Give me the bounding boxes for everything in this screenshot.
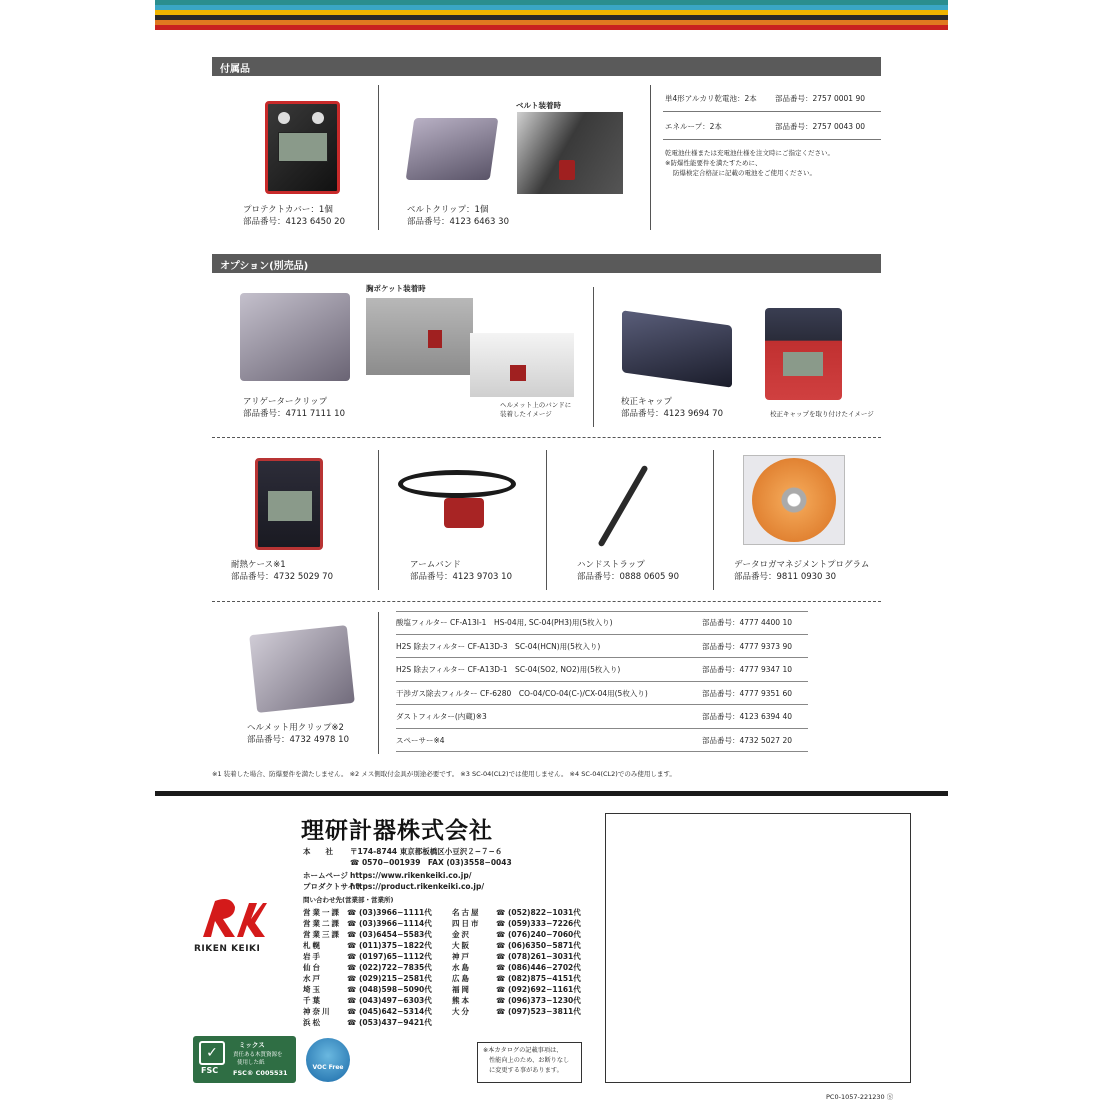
product-site-link[interactable]: https://product.rikenkeiki.co.jp/: [350, 882, 485, 891]
hq-phone: ☎ 0570−001939 FAX (03)3558−0043: [350, 858, 512, 867]
office-name: 四日市: [452, 919, 481, 929]
filter-part: 部品番号：4777 9373 90: [702, 641, 792, 651]
office-name: 仙台: [303, 963, 322, 973]
fsc-badge: [193, 1036, 296, 1083]
office-phone: ☎ (022)722−7835代: [347, 963, 432, 973]
dashed-divider: [212, 601, 881, 602]
office-phone: ☎ (059)333−7226代: [496, 919, 581, 929]
hand-strap-photo: [597, 465, 648, 548]
catalog-code: PC0-1057-221230 Ⓢ: [826, 1093, 894, 1101]
filter-name: スペーサー※4: [396, 735, 445, 745]
voc-free-icon: [306, 1038, 350, 1082]
filter-part: 部品番号：4777 4400 10: [702, 618, 792, 627]
calibration-cap-name: 校正キャップ: [621, 397, 673, 407]
office-name: 千葉: [303, 996, 322, 1006]
office-name: 福岡: [452, 985, 471, 995]
office-phone: ☎ (053)437−9421代: [347, 1018, 432, 1028]
office-name: 岩手: [303, 952, 322, 962]
divider: [593, 287, 594, 427]
company-name: 理研計器株式会社: [301, 818, 493, 844]
filter-part: 部品番号：4732 5027 20: [702, 735, 792, 745]
filter-part: 部品番号：4777 9347 10: [702, 665, 792, 674]
office-phone: ☎ (045)642−5314代: [347, 1007, 432, 1017]
riken-logo-text: RIKEN KEIKI: [194, 944, 261, 954]
office-phone: ☎ (029)215−2581代: [347, 974, 432, 984]
office-row: [303, 984, 432, 995]
office-name: 広島: [452, 974, 471, 984]
arm-band-photo: [398, 464, 518, 544]
filter-part: 部品番号：4123 6394 40: [702, 712, 792, 721]
heat-case-photo: [255, 458, 323, 550]
office-phone: ☎ (0197)65−1112代: [347, 952, 432, 962]
filter-name: ダストフィルター(内蔵)※3: [396, 712, 487, 721]
office-row: [452, 951, 581, 962]
fsc-text: 使用した紙: [237, 1060, 265, 1066]
battery-row-rule: [663, 111, 881, 112]
office-row: [452, 1006, 581, 1017]
battery-note: 防爆検定合格証に記載の電池をご使用ください。: [673, 169, 816, 177]
hand-strap-part: 部品番号：0888 0605 90: [577, 572, 679, 582]
office-phone: ☎ (03)3966−1111代: [347, 908, 432, 917]
fsc-tree-icon: ✓: [199, 1041, 225, 1065]
belt-clip-photo: [406, 118, 499, 180]
office-row: [303, 973, 432, 984]
voc-text: VOC Free: [312, 1064, 344, 1071]
office-row: [303, 995, 432, 1006]
office-name: 水島: [452, 963, 471, 973]
battery-alkaline-part: 部品番号：2757 0001 90: [775, 94, 865, 103]
battery-eneloop-part: 部品番号：2757 0043 00: [775, 122, 865, 131]
helmet-clip-name: ヘルメット用クリップ※2: [247, 723, 344, 733]
office-row: [303, 951, 432, 962]
filter-row: [396, 682, 808, 706]
office-row: [452, 962, 581, 973]
protect-cover-name: プロテクトカバー：1個: [243, 205, 333, 215]
filter-part: 部品番号：4777 9351 60: [702, 688, 792, 698]
logger-program-name: データロガマネジメントプログラム: [734, 560, 870, 570]
office-name: 大分: [452, 1007, 471, 1017]
calibration-cap-part: 部品番号：4123 9694 70: [621, 409, 723, 419]
dealer-stamp-box: [605, 813, 911, 1083]
helmet-clip-part: 部品番号：4732 4978 10: [247, 735, 349, 745]
filter-row: [396, 658, 808, 682]
accessories-title: 付属品: [212, 57, 881, 76]
office-name: 神奈川: [303, 1007, 332, 1017]
office-name: 水戸: [303, 974, 322, 984]
filter-name: 干渉ガス除去フィルター CF-6280 CO-04/CO-04(C-)/CX-04用(5枚入り): [396, 688, 648, 698]
belt-worn-photo: [517, 112, 623, 194]
battery-note: ※防爆性能要件を満たすために、: [665, 159, 762, 167]
logger-program-part: 部品番号：9811 0930 30: [734, 572, 836, 582]
office-name: 熊本: [452, 996, 471, 1006]
arm-band-name: アームバンド: [410, 560, 461, 570]
office-phone: ☎ (048)598−5090代: [347, 985, 432, 995]
filter-row: [396, 635, 808, 659]
helmet-band-photo: [470, 333, 574, 397]
divider: [546, 450, 547, 590]
office-name: 名古屋: [452, 908, 481, 917]
office-row: [452, 973, 581, 984]
office-row: [303, 1017, 432, 1028]
office-list-left: [303, 907, 432, 1029]
homepage-label: ホームページ: [303, 871, 348, 880]
office-phone: ☎ (076)240−7060代: [496, 930, 581, 940]
notice-line: 性能向上のため、お断りなし: [489, 1057, 570, 1064]
office-name: 金沢: [452, 930, 471, 940]
notice-line: に変更する事があります。: [489, 1067, 563, 1074]
stripe-red: [155, 25, 948, 30]
notice-box: [477, 1042, 582, 1083]
office-row: [452, 940, 581, 951]
fsc-text: 責任ある木質資源を: [233, 1052, 283, 1058]
office-phone: ☎ (092)692−1161代: [496, 985, 581, 995]
office-row: [452, 995, 581, 1006]
contact-title: 問い合わせ先(営業部・営業所): [303, 896, 394, 904]
office-phone: ☎ (06)6350−5871代: [496, 941, 581, 951]
options-title: オプション(別売品): [212, 254, 881, 273]
office-name: 札幌: [303, 941, 322, 951]
hq-label: 本 社: [303, 847, 333, 856]
office-phone: ☎ (043)497−6303代: [347, 996, 432, 1006]
protect-cover-photo: [265, 101, 340, 194]
office-name: 大阪: [452, 941, 471, 951]
office-name: 営業一課: [303, 908, 341, 917]
filter-row: [396, 611, 808, 635]
alligator-clip-photo: [240, 293, 350, 381]
calibration-cap-photo: [622, 310, 732, 387]
heat-case-part: 部品番号：4732 5029 70: [231, 572, 333, 582]
office-phone: ☎ (097)523−3811代: [496, 1007, 581, 1017]
office-row: [303, 940, 432, 951]
divider: [713, 450, 714, 590]
divider: [650, 85, 651, 230]
pocket-photo-label: 胸ポケット装着時: [366, 284, 426, 293]
heat-case-name: 耐熱ケース※1: [231, 560, 286, 570]
divider: [378, 612, 379, 754]
office-row: [303, 929, 432, 940]
alligator-clip-part: 部品番号：4711 7111 10: [243, 409, 345, 419]
hq-address: 〒174-8744 東京都板橋区小豆沢２−７−６: [350, 847, 503, 856]
notice-line: ※本カタログの記載事項は、: [483, 1047, 563, 1054]
battery-alkaline-name: 単4形アルカリ乾電池：2本: [665, 94, 757, 103]
homepage-link[interactable]: https://www.rikenkeiki.co.jp/: [350, 871, 472, 880]
divider: [378, 85, 379, 230]
office-phone: ☎ (011)375−1822代: [347, 941, 432, 951]
office-phone: ☎ (03)3966−1114代: [347, 919, 432, 929]
arm-band-part: 部品番号：4123 9703 10: [410, 572, 512, 582]
fsc-code: FSC® C005531: [233, 1069, 288, 1077]
pocket-worn-photo: [366, 298, 473, 375]
filter-row: [396, 729, 808, 753]
dashed-divider: [212, 437, 881, 438]
belt-photo-label: ベルト装着時: [516, 101, 561, 110]
office-row: [452, 907, 581, 918]
filter-name: H2S 除去フィルター CF-A13D-1 SC-04(SO2, NO2)用(5枚入り): [396, 665, 621, 674]
fsc-label: ミックス: [239, 1041, 265, 1049]
belt-clip-name: ベルトクリップ：1個: [407, 205, 489, 215]
office-row: [452, 929, 581, 940]
office-phone: ☎ (078)261−3031代: [496, 952, 581, 962]
filter-name: H2S 除去フィルター CF-A13D-3 SC-04(HCN)用(5枚入り): [396, 641, 601, 651]
cd-case-photo: [743, 455, 845, 545]
office-phone: ☎ (086)446−2702代: [496, 963, 581, 973]
options-footnote: ※1 装着した場合、防爆要件を満たしません。 ※2 メス側取付金具が別途必要です。 ※3 SC-04(CL2)では使用しません。 ※4 SC-04(CL2)でのみ使用します。: [212, 770, 676, 778]
battery-eneloop-name: エネループ：2本: [665, 122, 722, 131]
office-phone: ☎ (082)875−4151代: [496, 974, 581, 984]
office-row: [303, 907, 432, 918]
cap-attached-photo: [765, 308, 842, 400]
helmet-clip-photo: [249, 625, 355, 713]
office-row: [303, 1006, 432, 1017]
belt-clip-part: 部品番号：4123 6463 30: [407, 217, 509, 227]
office-row: [452, 918, 581, 929]
office-phone: ☎ (03)6454−5583代: [347, 930, 432, 940]
office-phone: ☎ (096)373−1230代: [496, 996, 581, 1006]
office-list-right: [452, 907, 581, 1017]
alligator-clip-name: アリゲータークリップ: [243, 397, 328, 407]
office-row: [452, 984, 581, 995]
cap-attached-note: 校正キャップを取り付けたイメージ: [770, 410, 874, 418]
hand-strap-name: ハンドストラップ: [577, 560, 645, 570]
office-name: 埼玉: [303, 985, 322, 995]
office-phone: ☎ (052)822−1031代: [496, 908, 581, 917]
helmet-band-note: 装着したイメージ: [500, 410, 552, 418]
riken-logo-icon: [197, 893, 267, 943]
footer-separator: [155, 791, 948, 796]
battery-note: 乾電池仕様または充電池仕様を注文時にご指定ください。: [665, 149, 834, 157]
office-row: [303, 962, 432, 973]
filter-row: [396, 705, 808, 729]
office-name: 営業三課: [303, 930, 341, 940]
helmet-band-note: ヘルメット上のバンドに: [500, 401, 572, 409]
office-name: 浜松: [303, 1018, 322, 1028]
fsc-mark: FSC: [201, 1066, 219, 1075]
product-site-label: プロダクトサイト: [303, 882, 363, 891]
office-name: 営業二課: [303, 919, 341, 929]
office-name: 神戸: [452, 952, 471, 962]
battery-row-rule: [663, 139, 881, 140]
filter-name: 酸塩フィルター CF-A13I-1 HS-04用, SC-04(PH3)用(5枚入り): [396, 618, 613, 627]
divider: [378, 450, 379, 590]
protect-cover-part: 部品番号：4123 6450 20: [243, 217, 345, 227]
office-row: [303, 918, 432, 929]
